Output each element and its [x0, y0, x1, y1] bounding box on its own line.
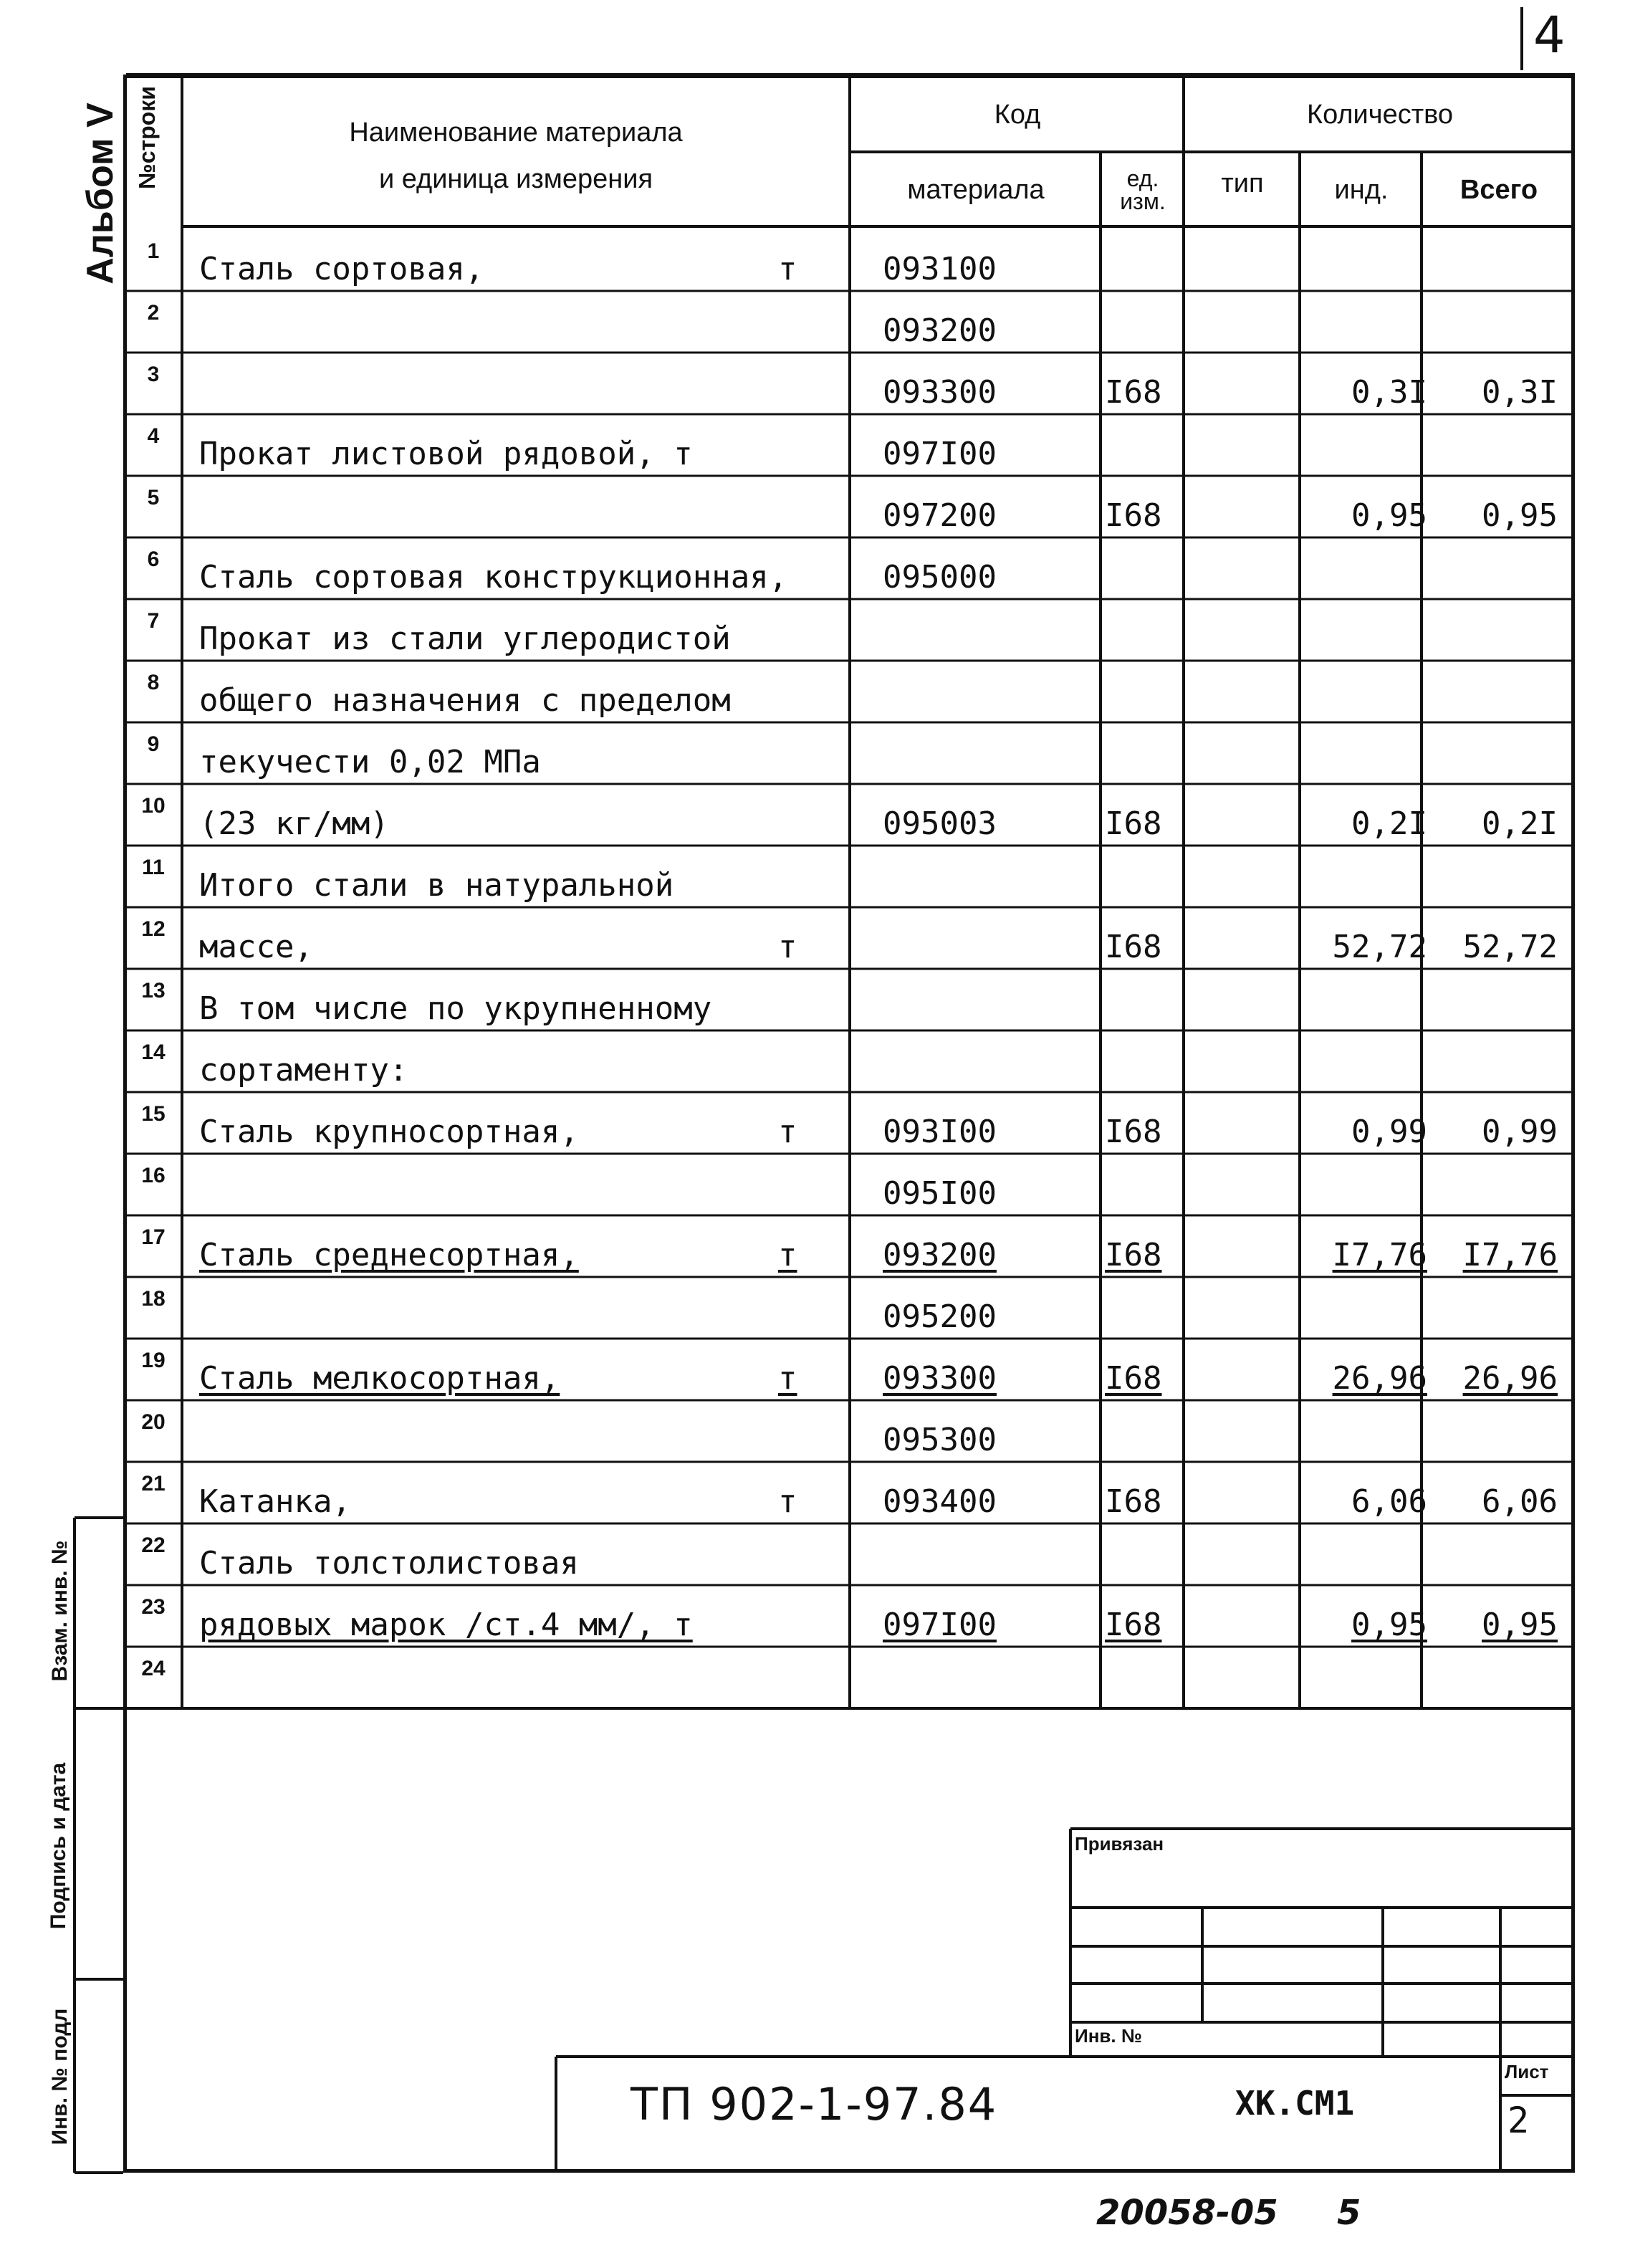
material-code: 097200	[883, 497, 997, 534]
quantity-total: 0,95	[1482, 1607, 1558, 1643]
row-number: 8	[147, 671, 160, 694]
row-number: 12	[141, 917, 166, 941]
quantity-total: 26,96	[1462, 1360, 1558, 1397]
row-number: 19	[141, 1349, 166, 1372]
stamp-signature-date: Подпись и дата	[47, 1762, 70, 1930]
quantity-total: 0,2I	[1482, 805, 1558, 842]
material-code: 093300	[883, 1360, 997, 1397]
header-row-number: №строки	[134, 86, 160, 189]
material-unit-suffix: т	[778, 929, 797, 965]
material-name: Катанка,	[199, 1483, 351, 1520]
material-name: Сталь сортовая,	[199, 251, 484, 287]
material-name: Сталь мелкосортная,	[199, 1360, 560, 1397]
quantity-total: 0,99	[1482, 1114, 1558, 1150]
row-number: 2	[147, 301, 160, 325]
material-unit-suffix: т	[778, 1114, 797, 1150]
material-unit-suffix: т	[778, 1483, 797, 1520]
row-number: 7	[147, 609, 160, 633]
unit-code: I68	[1105, 1607, 1162, 1643]
material-unit-suffix: т	[778, 1237, 797, 1273]
material-name: Прокат из стали углеродистой	[199, 621, 731, 657]
quantity-ind: 0,99	[1351, 1114, 1427, 1150]
material-name: В том числе по укрупненному	[199, 990, 712, 1027]
row-number: 6	[147, 547, 160, 571]
material-name: сортаменту:	[199, 1052, 408, 1088]
unit-code: I68	[1105, 1483, 1162, 1520]
sheet-number: 2	[1507, 2100, 1530, 2141]
quantity-ind: 52,72	[1332, 929, 1427, 965]
header-name-line2: и единица измерения	[378, 163, 653, 194]
album-label: Альбом V	[80, 102, 121, 284]
unit-code: I68	[1105, 805, 1162, 842]
row-number: 18	[141, 1287, 166, 1311]
material-unit-suffix: т	[778, 251, 797, 287]
row-number: 13	[141, 979, 166, 1003]
material-name: Прокат листовой рядовой, т	[199, 436, 693, 472]
binding-label: Привязан	[1075, 1833, 1164, 1855]
material-code: 095000	[883, 559, 997, 595]
header-ind: инд.	[1334, 174, 1389, 205]
material-code: 095003	[883, 805, 997, 842]
row-number: 16	[141, 1164, 166, 1187]
unit-code: I68	[1105, 1114, 1162, 1150]
material-code: 093100	[883, 251, 997, 287]
material-name: Сталь среднесортная,	[199, 1237, 579, 1273]
unit-code: I68	[1105, 1237, 1162, 1273]
material-code: 097I00	[883, 1607, 997, 1643]
quantity-total: 6,06	[1482, 1483, 1558, 1520]
material-code: 095I00	[883, 1175, 997, 1212]
material-unit-suffix: т	[778, 1360, 797, 1397]
stamp-vzam-inv: Взам. инв. №	[48, 1540, 72, 1682]
header-name-line1: Наименование материала	[349, 117, 683, 148]
quantity-ind: 0,95	[1351, 1607, 1427, 1643]
row-number: 21	[141, 1472, 166, 1496]
row-number: 23	[141, 1595, 166, 1619]
header-type: тип	[1221, 168, 1264, 198]
quantity-ind: 26,96	[1332, 1360, 1427, 1397]
row-number: 11	[142, 856, 165, 879]
header-unit: ед. изм.	[1120, 166, 1166, 214]
document-code: ТП 902-1-97.84	[631, 2078, 998, 2130]
material-name: Сталь толстолистовая	[199, 1545, 579, 1582]
quantity-ind: 0,2I	[1351, 805, 1427, 842]
stamp-inv-original: Инв. № подл	[48, 2008, 72, 2145]
footer-page: 5	[1337, 2193, 1361, 2233]
row-number: 14	[141, 1040, 166, 1064]
footer-number: 20058-05	[1096, 2193, 1278, 2233]
row-number: 4	[147, 424, 160, 448]
row-number: 9	[147, 732, 160, 756]
row-number: 24	[141, 1657, 166, 1680]
material-name: рядовых марок /ст.4 мм/, т	[199, 1607, 693, 1643]
quantity-total: 52,72	[1462, 929, 1558, 965]
quantity-total: 0,95	[1482, 497, 1558, 534]
row-number: 3	[147, 363, 160, 386]
unit-code: I68	[1105, 929, 1162, 965]
material-code: 093I00	[883, 1114, 997, 1150]
unit-code: I68	[1105, 374, 1162, 411]
quantity-ind: 6,06	[1351, 1483, 1427, 1520]
row-number: 5	[147, 486, 160, 509]
quantity-ind: 0,95	[1351, 497, 1427, 534]
unit-code: I68	[1105, 1360, 1162, 1397]
quantity-ind: I7,76	[1332, 1237, 1427, 1273]
binding-inv-label: Инв. №	[1075, 2025, 1142, 2047]
material-name: общего назначения с пределом	[199, 682, 731, 719]
material-name: текучести 0,02 МПа	[199, 744, 541, 780]
material-code: 097I00	[883, 436, 997, 472]
material-code: 093200	[883, 1237, 997, 1273]
row-number: 15	[141, 1102, 166, 1126]
sheet-label: Лист	[1505, 2061, 1549, 2082]
unit-code: I68	[1105, 497, 1162, 534]
row-number: 22	[141, 1533, 166, 1557]
row-number: 1	[147, 239, 160, 263]
material-name: Итого стали в натуральной	[199, 867, 674, 904]
material-code: 095200	[883, 1298, 997, 1335]
material-name: массе,	[199, 929, 313, 965]
row-number: 17	[141, 1225, 166, 1249]
header-code-group: Код	[994, 99, 1041, 130]
document-mark: ХК.СМ1	[1235, 2084, 1355, 2123]
header-total: Всего	[1459, 174, 1538, 205]
material-code: 093400	[883, 1483, 997, 1520]
material-name: Сталь сортовая конструкционная,	[199, 559, 788, 595]
material-code: 093300	[883, 374, 997, 411]
header-quantity-group: Количество	[1306, 99, 1454, 130]
quantity-ind: 0,3I	[1351, 374, 1427, 411]
header-material: материала	[907, 174, 1045, 205]
row-number: 10	[141, 794, 166, 818]
row-number: 20	[141, 1410, 166, 1434]
quantity-total: 0,3I	[1482, 374, 1558, 411]
page-number: 4	[1533, 6, 1566, 64]
material-code: 095300	[883, 1422, 997, 1458]
material-name: (23 кг/мм)	[199, 805, 389, 842]
material-code: 093200	[883, 312, 997, 349]
quantity-total: I7,76	[1462, 1237, 1558, 1273]
material-name: Сталь крупносортная,	[199, 1114, 579, 1150]
